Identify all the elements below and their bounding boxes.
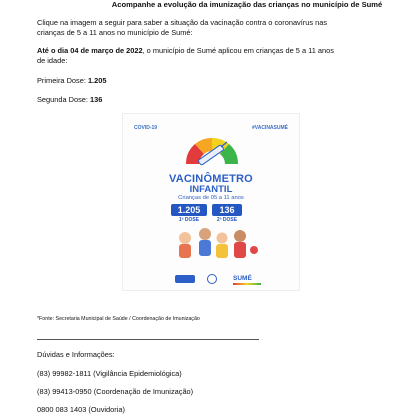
gauge-graphic [123,114,301,174]
date-bold-text: Até o dia 04 de março de 2022 [37,46,143,55]
gauge-icon [186,138,238,165]
date-rest-text: , o município de Sumé aplicou em crianças de 5 a 11 anos [142,46,334,55]
date-paragraph [37,46,334,65]
contact-line: (83) 99982-1811 (Vigilância Epidemiológica) [37,369,182,378]
flyer-tag-right: #VACINASUMÉ [251,125,288,131]
contact-line: (83) 99413-0950 (Coordenação de Imunização) [37,387,194,396]
health-logo-icon [207,274,217,284]
source-note: *Fonte: Secretaria Municipal de Saúde / Coordenação de Imunização [37,316,200,322]
flyer-subtitle: Crianças de 05 a 11 anos [178,195,244,201]
first-dose-line [37,76,106,86]
ball-icon [250,246,258,254]
page-title: Acompanhe a evolução da imunização das crianças no município de Sumé [111,0,383,9]
intro-paragraph [37,18,327,37]
logo-stripe [233,283,261,285]
flyer-title-line-1: VACINÔMETRO [169,173,253,185]
second-dose-line [37,95,102,105]
flyer-logos [175,273,295,285]
dose2-value-box: 136 [212,204,242,216]
intro-line-2: crianças de 5 a 11 anos no município de Sumé: [37,27,193,37]
dose1-value-box: 1.205 [171,204,207,216]
city-logo-icon [175,275,195,283]
date-line-2: de idade: [37,55,68,65]
divider-line [37,339,259,340]
second-dose-label: Segunda Dose: [37,95,91,104]
dose2-label: 2ª DOSE [216,217,238,223]
contacts-title: Dúvidas e Informações: [37,350,115,359]
dose1-label: 1ª DOSE [178,217,200,223]
second-dose-value: 136 [90,95,103,104]
children-illustration [123,224,301,274]
flyer-tag-left: COVID-19 [134,125,158,131]
vaccinometer-image-link[interactable] [122,113,300,291]
sume-logo: SUMÉ [233,275,252,282]
date-line-1 [37,46,334,56]
first-dose-label: Primeira Dose: [37,76,88,85]
first-dose-value: 1.205 [87,76,107,85]
intro-line-1: Clique na imagem a seguir para saber a situação da vacinação contra o coronavírus nas [37,18,328,27]
flyer-title-line-2: INFANTIL [189,184,233,195]
contact-line: 0800 083 1403 (Ouvidoria) [37,405,125,414]
